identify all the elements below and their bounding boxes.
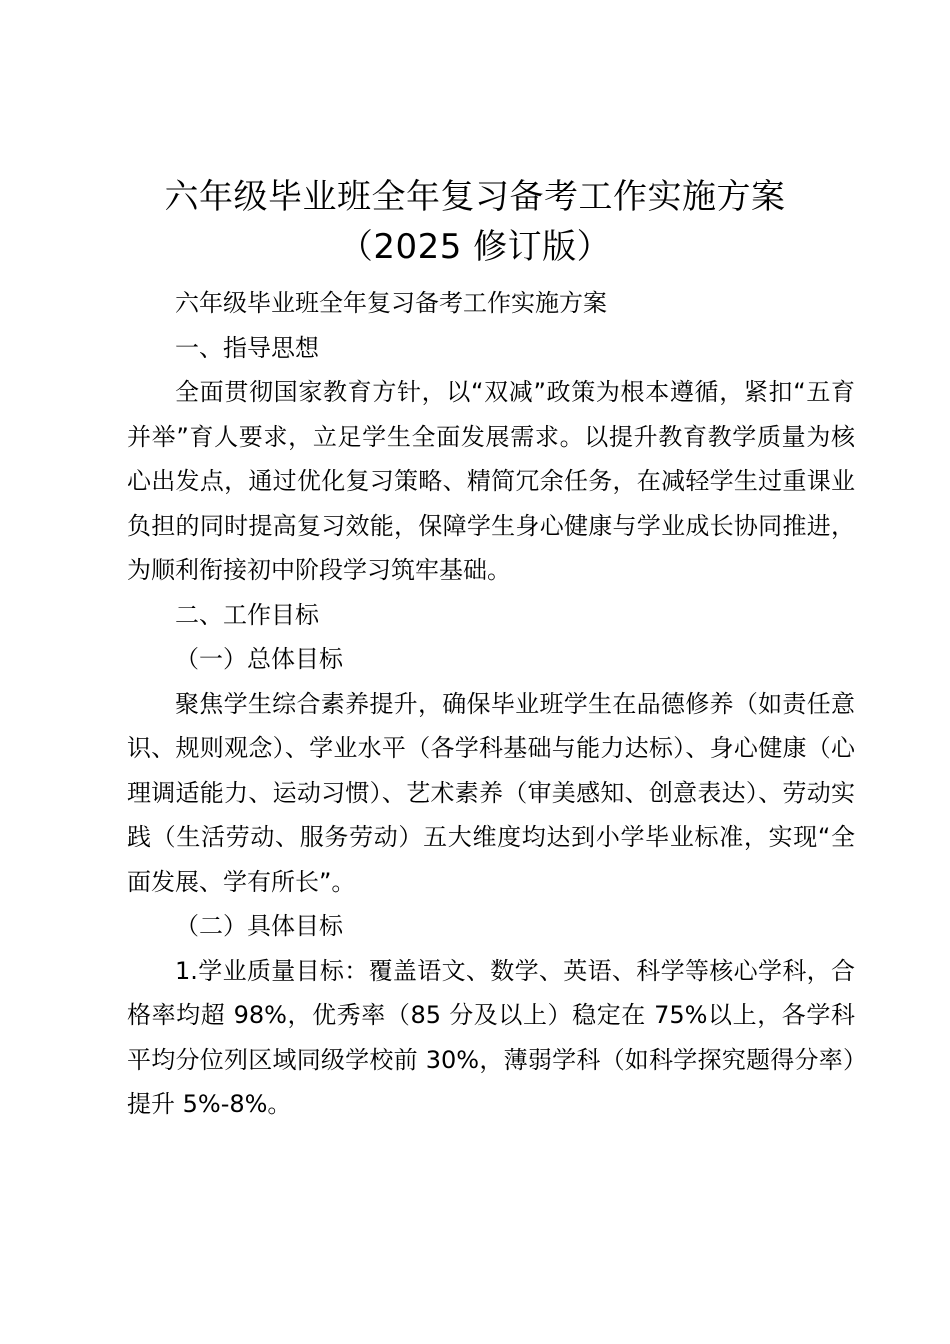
subsection-heading-overall-goals: （一）总体目标 bbox=[175, 645, 343, 673]
section-heading-guiding-ideology: 一、指导思想 bbox=[175, 333, 319, 362]
document-body bbox=[127, 281, 855, 1127]
paragraph-guiding-ideology: 全面贯彻国家教育方针，以“双减”政策为根本遵循，紧扣“五育并举”育人要求，立足学生全面发展需求。以提升教育教学质量为核心出发点，通过优化复习策略、精简冗余任务，在减轻学生过重课业负担的同时提高复习效能，保障学生身心健康与学业成长协同推进，为顺利衔接初中阶段学习筑牢基础。 bbox=[127, 378, 855, 584]
document-subtitle: （2025 修订版） bbox=[338, 227, 612, 267]
section-heading-work-goals: 二、工作目标 bbox=[175, 600, 319, 629]
paragraph-overall-goals: 聚焦学生综合素养提升，确保毕业班学生在品德修养（如责任意识、规则观念）、学业水平（各学科基础与能力达标）、身心健康（心理调适能力、运动习惯）、艺术素养（审美感知、创意表达）、劳动实践（生活劳动、服务劳动）五大维度均达到小学毕业标准，实现“全面发展、学有所长”。 bbox=[127, 689, 855, 896]
paragraph-academic-quality-goals: 1.学业质量目标：覆盖语文、数学、英语、科学等核心学科，合格率均超 98%，优秀率（85 分及以上）稳定在 75%以上，各学科平均分位列区域同级学校前 30%，薄弱学科（如科学探究题得分率）提升 5%-8%。 bbox=[127, 956, 855, 1118]
document-title: 六年级毕业班全年复习备考工作实施方案 bbox=[164, 177, 786, 217]
section-heading-repeat: 六年级毕业班全年复习备考工作实施方案 bbox=[175, 289, 607, 317]
subsection-heading-specific-goals: （二）具体目标 bbox=[175, 912, 343, 940]
